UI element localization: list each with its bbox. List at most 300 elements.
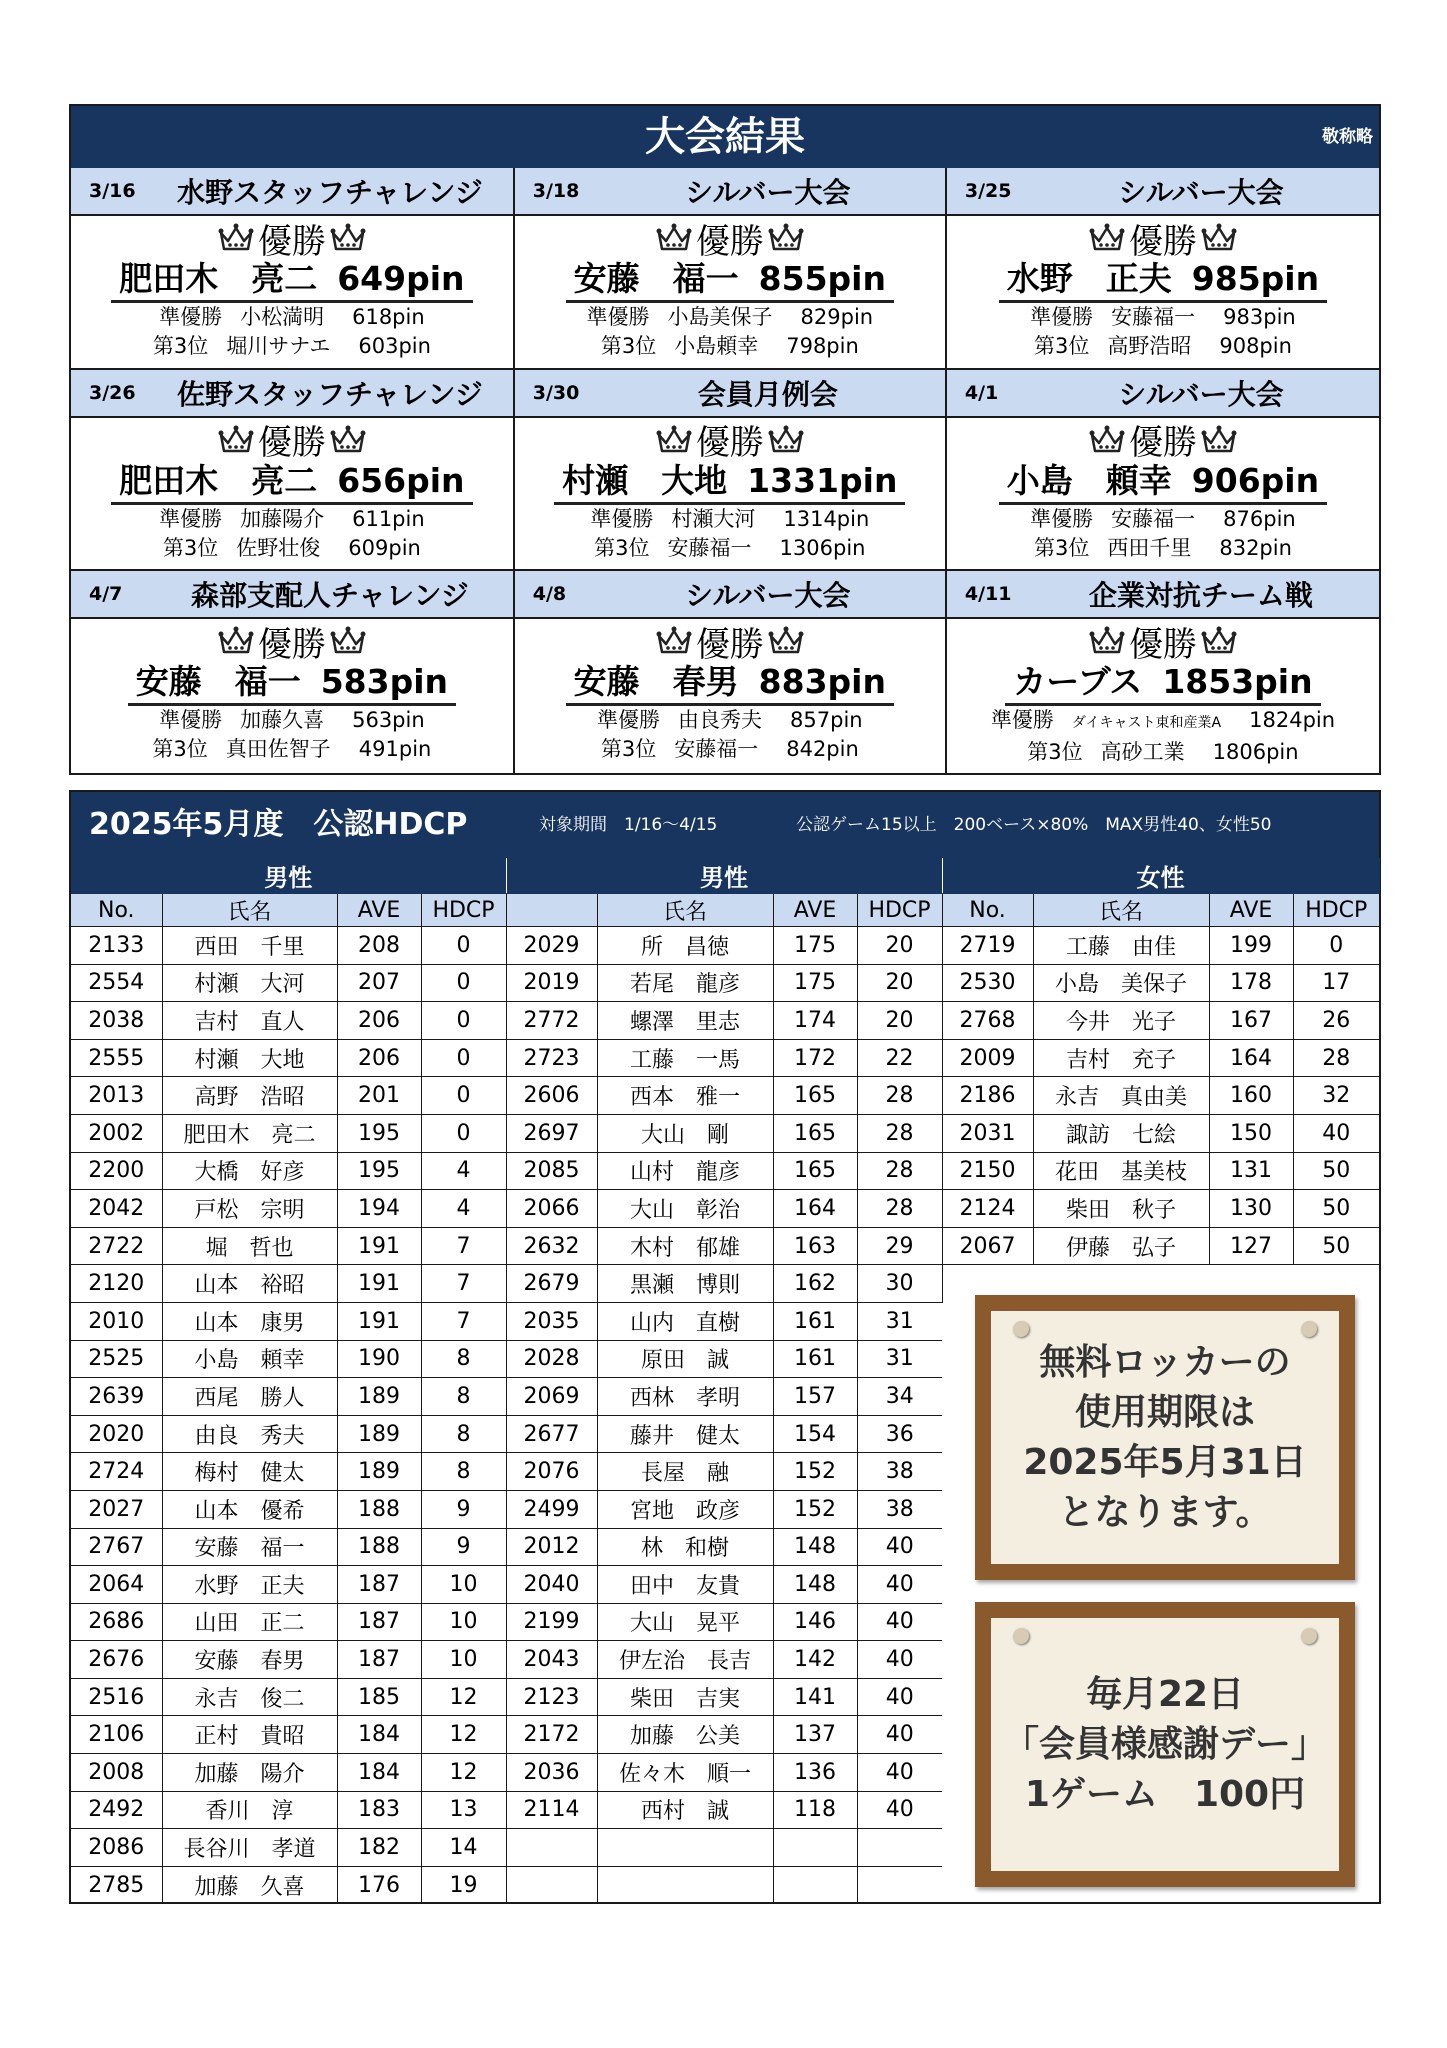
cell-name: 山内 直樹 xyxy=(597,1302,773,1340)
event-card xyxy=(71,370,515,572)
event-header xyxy=(515,571,945,619)
crown-icon xyxy=(1089,425,1125,455)
event-name: 水野スタッフチャレンジ xyxy=(177,176,483,209)
cell-hdcp xyxy=(857,1829,942,1867)
second-name: 安藤福一 xyxy=(1111,506,1196,531)
cell-no xyxy=(506,1829,597,1867)
third-place xyxy=(71,534,513,563)
cell-no: 2031 xyxy=(942,1114,1033,1152)
crown-icon xyxy=(1201,425,1237,455)
second-score: 857pin xyxy=(790,708,863,733)
cell-name: 小島 頼幸 xyxy=(162,1340,337,1378)
cell-hdcp: 28 xyxy=(1293,1039,1379,1077)
cell-ave xyxy=(773,1829,857,1867)
second-score: 563pin xyxy=(352,708,425,733)
third-name: 安藤福一 xyxy=(667,535,752,560)
cell-ave: 160 xyxy=(1209,1077,1293,1115)
event-header xyxy=(71,370,513,418)
cell-ave: 206 xyxy=(337,1002,421,1040)
cell-ave: 161 xyxy=(773,1302,857,1340)
cell-hdcp: 9 xyxy=(421,1528,506,1566)
cell-no: 2085 xyxy=(506,1152,597,1190)
cell-ave: 199 xyxy=(1209,927,1293,965)
cell-ave: 188 xyxy=(337,1528,421,1566)
cell-name: 加藤 陽介 xyxy=(162,1754,337,1792)
cell-hdcp: 0 xyxy=(421,1077,506,1115)
column-header-ave: AVE xyxy=(1209,894,1293,927)
cell-ave: 162 xyxy=(773,1265,857,1303)
cell-no: 2772 xyxy=(506,1002,597,1040)
cell-no: 2499 xyxy=(506,1490,597,1528)
cell-no: 2042 xyxy=(71,1190,162,1228)
cell-hdcp: 12 xyxy=(421,1678,506,1716)
table-row xyxy=(71,1039,1379,1077)
cell-ave: 195 xyxy=(337,1152,421,1190)
column-header-hdcp: HDCP xyxy=(1293,894,1379,927)
cell-name: 山本 裕昭 xyxy=(162,1265,337,1303)
cell-no: 2123 xyxy=(506,1678,597,1716)
event-card xyxy=(515,370,947,572)
winner-name: 安藤 春男 xyxy=(573,662,739,702)
cell-name xyxy=(597,1866,773,1904)
cell-ave xyxy=(773,1866,857,1904)
cell-no: 2106 xyxy=(71,1716,162,1754)
cell-hdcp: 8 xyxy=(421,1378,506,1416)
cell-no: 2722 xyxy=(71,1227,162,1265)
third-score: 842pin xyxy=(786,737,859,762)
second-score: 876pin xyxy=(1223,506,1296,531)
win-label: 優勝 xyxy=(695,624,764,665)
third-score: 832pin xyxy=(1219,535,1292,560)
cell-hdcp: 40 xyxy=(857,1678,942,1716)
cell-ave: 165 xyxy=(773,1114,857,1152)
event-date: 4/8 xyxy=(532,583,567,606)
cell-hdcp: 22 xyxy=(857,1039,942,1077)
cell-name: 西田 千里 xyxy=(162,927,337,965)
cell-hdcp: 40 xyxy=(857,1566,942,1604)
cell-ave: 175 xyxy=(773,964,857,1002)
cell-ave: 152 xyxy=(773,1453,857,1491)
second-label: 準優勝 xyxy=(1030,506,1094,531)
event-body xyxy=(947,619,1379,773)
cell-name: 宮地 政彦 xyxy=(597,1490,773,1528)
event-date: 3/25 xyxy=(964,180,1012,202)
column-header-name: 氏名 xyxy=(597,894,773,927)
cell-no: 2676 xyxy=(71,1641,162,1679)
cell-ave: 184 xyxy=(337,1716,421,1754)
third-score: 609pin xyxy=(348,535,421,560)
event-body xyxy=(515,216,945,368)
cell-name: 螺澤 里志 xyxy=(597,1002,773,1040)
cell-hdcp: 7 xyxy=(421,1302,506,1340)
third-score: 1306pin xyxy=(779,535,866,560)
cell-hdcp: 40 xyxy=(857,1528,942,1566)
cell-hdcp: 13 xyxy=(421,1791,506,1829)
cell-hdcp: 8 xyxy=(421,1340,506,1378)
cell-hdcp: 20 xyxy=(857,927,942,965)
crown-icon xyxy=(330,626,366,656)
cell-name: 山本 優希 xyxy=(162,1490,337,1528)
winner xyxy=(999,258,1327,303)
third-label: 第3位 xyxy=(600,737,657,762)
third-place xyxy=(947,738,1379,767)
cell-ave: 174 xyxy=(773,1002,857,1040)
cell-ave: 118 xyxy=(773,1791,857,1829)
cell-name: 加藤 久喜 xyxy=(162,1866,337,1904)
event-header xyxy=(71,168,513,216)
column-header-no xyxy=(506,894,597,927)
cell-no: 2036 xyxy=(506,1754,597,1792)
second-place xyxy=(515,303,945,332)
event-header xyxy=(947,370,1379,418)
notice-line: 2025年5月31日 xyxy=(1023,1441,1307,1483)
crown-icon xyxy=(1089,626,1125,656)
cell-no: 2043 xyxy=(506,1641,597,1679)
cell-hdcp: 7 xyxy=(421,1265,506,1303)
event-date: 4/1 xyxy=(964,381,999,404)
cell-ave: 165 xyxy=(773,1152,857,1190)
second-name: 小松満明 xyxy=(240,305,325,329)
cell-hdcp: 0 xyxy=(421,964,506,1002)
table-row xyxy=(71,1227,1379,1265)
table-row xyxy=(71,1077,1379,1115)
winner-score: 906pin xyxy=(1191,460,1320,500)
cell-ave: 154 xyxy=(773,1415,857,1453)
event-date: 4/7 xyxy=(89,583,123,606)
event-body xyxy=(947,216,1379,368)
event-body xyxy=(71,619,513,773)
cell-no: 2076 xyxy=(506,1453,597,1491)
event-card xyxy=(515,168,947,370)
win-label: 優勝 xyxy=(1128,221,1197,262)
win-title xyxy=(71,220,513,262)
event-name: シルバー大会 xyxy=(685,176,851,209)
cell-no: 2639 xyxy=(71,1378,162,1416)
cell-ave: 130 xyxy=(1209,1190,1293,1228)
second-score: 983pin xyxy=(1223,305,1296,329)
table-row xyxy=(71,927,1379,965)
event-card xyxy=(947,370,1379,572)
cell-no: 2114 xyxy=(506,1791,597,1829)
table-row xyxy=(71,1190,1379,1228)
hdcp-title: 2025年5月度 公認HDCP xyxy=(89,807,468,842)
cell-no: 2124 xyxy=(942,1190,1033,1228)
cell-name: 大山 剛 xyxy=(597,1114,773,1152)
third-name: 堀川サナエ xyxy=(226,334,331,358)
cell-ave: 187 xyxy=(337,1603,421,1641)
cell-ave: 175 xyxy=(773,927,857,965)
cell-hdcp: 29 xyxy=(857,1227,942,1265)
cell-hdcp: 26 xyxy=(1293,1002,1379,1040)
event-name: シルバー大会 xyxy=(1118,377,1284,411)
cell-name: 西尾 勝人 xyxy=(162,1378,337,1416)
event-header xyxy=(515,168,945,216)
third-label: 第3位 xyxy=(162,535,219,560)
crown-icon xyxy=(218,223,254,253)
event-header xyxy=(515,370,945,418)
winner-name: 小島 頼幸 xyxy=(1006,460,1172,500)
cell-ave: 207 xyxy=(337,964,421,1002)
third-score: 491pin xyxy=(358,737,432,762)
column-header-ave: AVE xyxy=(337,894,421,927)
cell-name: 水野 正夫 xyxy=(162,1566,337,1604)
cell-hdcp xyxy=(857,1866,942,1904)
cell-ave: 195 xyxy=(337,1114,421,1152)
cell-no: 2002 xyxy=(71,1114,162,1152)
event-body xyxy=(947,418,1379,570)
event-card xyxy=(71,168,515,370)
cell-no: 2172 xyxy=(506,1716,597,1754)
cell-name: 山本 康男 xyxy=(162,1302,337,1340)
cell-name: 香川 淳 xyxy=(162,1791,337,1829)
notice-line: 「会員様感謝デー」 xyxy=(1002,1723,1327,1765)
event-name: 企業対抗チーム戦 xyxy=(1088,579,1313,613)
notice-paper xyxy=(991,1311,1339,1564)
third-name: 真田佐智子 xyxy=(225,737,331,762)
third-label: 第3位 xyxy=(1027,740,1083,765)
cell-no: 2069 xyxy=(506,1378,597,1416)
win-label: 優勝 xyxy=(1128,423,1197,464)
third-label: 第3位 xyxy=(1033,334,1090,358)
cell-name: 伊藤 弘子 xyxy=(1033,1227,1209,1265)
second-label: 準優勝 xyxy=(597,708,661,733)
cell-hdcp: 50 xyxy=(1293,1227,1379,1265)
cell-hdcp: 10 xyxy=(421,1641,506,1679)
second-label: 準優勝 xyxy=(159,506,223,531)
cell-ave: 188 xyxy=(337,1490,421,1528)
cell-hdcp: 0 xyxy=(421,1002,506,1040)
crown-icon xyxy=(330,425,366,455)
second-place xyxy=(515,505,945,534)
cell-no: 2028 xyxy=(506,1340,597,1378)
second-name: ダイキャスト東和産業A xyxy=(1071,715,1222,732)
cell-ave: 137 xyxy=(773,1716,857,1754)
crown-icon xyxy=(656,223,692,253)
event-card xyxy=(947,571,1379,773)
third-place xyxy=(515,534,945,563)
cell-name: 永吉 俊二 xyxy=(162,1678,337,1716)
third-name: 高砂工業 xyxy=(1100,740,1185,765)
win-label: 優勝 xyxy=(695,423,764,464)
cell-ave: 189 xyxy=(337,1415,421,1453)
win-label: 優勝 xyxy=(1128,624,1197,665)
cell-name: 戸松 宗明 xyxy=(162,1190,337,1228)
cell-hdcp: 4 xyxy=(421,1190,506,1228)
cell-name: 西村 誠 xyxy=(597,1791,773,1829)
column-header-ave: AVE xyxy=(773,894,857,927)
cell-name: 林 和樹 xyxy=(597,1528,773,1566)
winner-name: 肥田木 亮二 xyxy=(119,259,318,298)
cell-name: 長屋 融 xyxy=(597,1453,773,1491)
cell-ave: 206 xyxy=(337,1039,421,1077)
cell-ave: 172 xyxy=(773,1039,857,1077)
honorific-note: 敬称略 xyxy=(1322,127,1373,147)
cell-no: 2677 xyxy=(506,1415,597,1453)
winner-score: 883pin xyxy=(758,662,886,702)
cell-no: 2013 xyxy=(71,1077,162,1115)
cell-name: 柴田 秋子 xyxy=(1033,1190,1209,1228)
cell-hdcp: 34 xyxy=(857,1378,942,1416)
second-name: 加藤久喜 xyxy=(240,708,325,733)
event-date: 3/18 xyxy=(532,180,580,202)
cell-no: 2492 xyxy=(71,1791,162,1829)
second-name: 小島美保子 xyxy=(667,305,773,329)
cell-no: 2200 xyxy=(71,1152,162,1190)
cell-no: 2632 xyxy=(506,1227,597,1265)
cell-no: 2555 xyxy=(71,1039,162,1077)
second-name: 由良秀夫 xyxy=(678,708,763,733)
cell-ave: 152 xyxy=(773,1490,857,1528)
winner xyxy=(554,460,905,505)
cell-name: 山村 龍彦 xyxy=(597,1152,773,1190)
crown-icon xyxy=(218,425,254,455)
pin-icon xyxy=(1013,1321,1029,1337)
cell-name: 西林 孝明 xyxy=(597,1378,773,1416)
notice-paper xyxy=(991,1618,1339,1871)
cell-hdcp: 31 xyxy=(857,1302,942,1340)
cell-hdcp: 32 xyxy=(1293,1077,1379,1115)
cell-hdcp: 30 xyxy=(857,1265,942,1303)
locker-notice-board xyxy=(975,1295,1355,1580)
cell-ave: 127 xyxy=(1209,1227,1293,1265)
results-header xyxy=(71,106,1379,168)
event-body xyxy=(515,418,945,570)
cell-no: 2686 xyxy=(71,1603,162,1641)
cell-name: 工藤 一馬 xyxy=(597,1039,773,1077)
third-place xyxy=(71,332,513,361)
event-name: 森部支配人チャレンジ xyxy=(191,579,469,613)
column-header-row xyxy=(71,894,1379,927)
cell-no: 2150 xyxy=(942,1152,1033,1190)
winner-name: 安藤 福一 xyxy=(573,259,739,298)
third-label: 第3位 xyxy=(152,334,209,358)
second-place xyxy=(947,505,1379,534)
third-label: 第3位 xyxy=(152,737,208,762)
cell-name: 西本 雅一 xyxy=(597,1077,773,1115)
cell-name: 大山 晃平 xyxy=(597,1603,773,1641)
second-score: 611pin xyxy=(352,506,425,531)
cell-ave: 150 xyxy=(1209,1114,1293,1152)
crown-icon xyxy=(1089,223,1125,253)
winner-score: 649pin xyxy=(337,259,465,298)
cell-ave: 189 xyxy=(337,1453,421,1491)
second-name: 村瀬大河 xyxy=(671,506,756,531)
cell-no: 2038 xyxy=(71,1002,162,1040)
cell-ave: 146 xyxy=(773,1603,857,1641)
winner-score: 583pin xyxy=(320,662,449,702)
third-label: 第3位 xyxy=(600,334,657,358)
cell-name: 小島 美保子 xyxy=(1033,964,1209,1002)
cell-name: 原田 誠 xyxy=(597,1340,773,1378)
cell-ave: 201 xyxy=(337,1077,421,1115)
results-grid xyxy=(71,168,1379,773)
winner xyxy=(111,460,472,505)
third-name: 小島頼幸 xyxy=(674,334,759,358)
event-card xyxy=(71,571,515,773)
second-place xyxy=(71,303,513,332)
cell-no: 2199 xyxy=(506,1603,597,1641)
win-title xyxy=(515,220,945,262)
cell-no: 2768 xyxy=(942,1002,1033,1040)
cell-name: 安藤 福一 xyxy=(162,1528,337,1566)
cell-no: 2785 xyxy=(71,1866,162,1904)
second-label: 準優勝 xyxy=(159,708,223,733)
hdcp-header xyxy=(71,792,1379,858)
cell-hdcp: 9 xyxy=(421,1490,506,1528)
event-date: 3/26 xyxy=(89,381,136,404)
event-body xyxy=(71,418,513,570)
cell-ave: 208 xyxy=(337,927,421,965)
notice-line: 使用期限は xyxy=(1074,1391,1255,1433)
cell-hdcp: 10 xyxy=(421,1566,506,1604)
crown-icon xyxy=(1201,626,1237,656)
cell-hdcp: 20 xyxy=(857,964,942,1002)
cell-no: 2133 xyxy=(71,927,162,965)
cell-ave: 185 xyxy=(337,1678,421,1716)
win-title xyxy=(71,422,513,464)
cell-no: 2067 xyxy=(942,1227,1033,1265)
cell-hdcp: 8 xyxy=(421,1415,506,1453)
cell-no: 2516 xyxy=(71,1678,162,1716)
cell-ave: 183 xyxy=(337,1791,421,1829)
cell-hdcp: 12 xyxy=(421,1754,506,1792)
cell-no: 2027 xyxy=(71,1490,162,1528)
cell-ave: 187 xyxy=(337,1641,421,1679)
third-score: 798pin xyxy=(786,334,859,358)
cell-no: 2040 xyxy=(506,1566,597,1604)
cell-hdcp: 40 xyxy=(857,1716,942,1754)
cell-hdcp: 0 xyxy=(421,1039,506,1077)
crown-icon xyxy=(218,626,254,656)
third-place xyxy=(947,534,1379,563)
second-place xyxy=(515,706,945,735)
second-label: 準優勝 xyxy=(990,708,1054,733)
thanks-day-notice-board xyxy=(975,1602,1355,1887)
winner-score: 1331pin xyxy=(747,460,898,500)
winner xyxy=(128,661,456,706)
cell-name: 加藤 公美 xyxy=(597,1716,773,1754)
group-header: 男性 xyxy=(71,858,506,894)
cell-name: 吉村 直人 xyxy=(162,1002,337,1040)
cell-no: 2606 xyxy=(506,1077,597,1115)
cell-no: 2020 xyxy=(71,1415,162,1453)
winner-name: 水野 正夫 xyxy=(1006,259,1172,298)
win-title xyxy=(515,623,945,665)
cell-no: 2086 xyxy=(71,1829,162,1867)
cell-hdcp: 40 xyxy=(1293,1114,1379,1152)
group-header: 男性 xyxy=(506,858,942,894)
cell-hdcp: 4 xyxy=(421,1152,506,1190)
cell-hdcp: 12 xyxy=(421,1716,506,1754)
third-score: 603pin xyxy=(358,334,431,358)
winner-score: 985pin xyxy=(1191,259,1320,298)
cell-name: 大橋 好彦 xyxy=(162,1152,337,1190)
cell-no: 2010 xyxy=(71,1302,162,1340)
cell-ave: 141 xyxy=(773,1678,857,1716)
second-label: 準優勝 xyxy=(1030,305,1094,329)
second-place xyxy=(71,706,513,735)
crown-icon xyxy=(768,223,804,253)
cell-hdcp: 50 xyxy=(1293,1190,1379,1228)
cell-no: 2064 xyxy=(71,1566,162,1604)
cell-ave: 191 xyxy=(337,1227,421,1265)
cell-no: 2724 xyxy=(71,1453,162,1491)
cell-name: 木村 郁雄 xyxy=(597,1227,773,1265)
cell-hdcp: 0 xyxy=(421,1114,506,1152)
cell-name: 村瀬 大地 xyxy=(162,1039,337,1077)
cell-name: 堀 哲也 xyxy=(162,1227,337,1265)
cell-name: 梅村 健太 xyxy=(162,1453,337,1491)
